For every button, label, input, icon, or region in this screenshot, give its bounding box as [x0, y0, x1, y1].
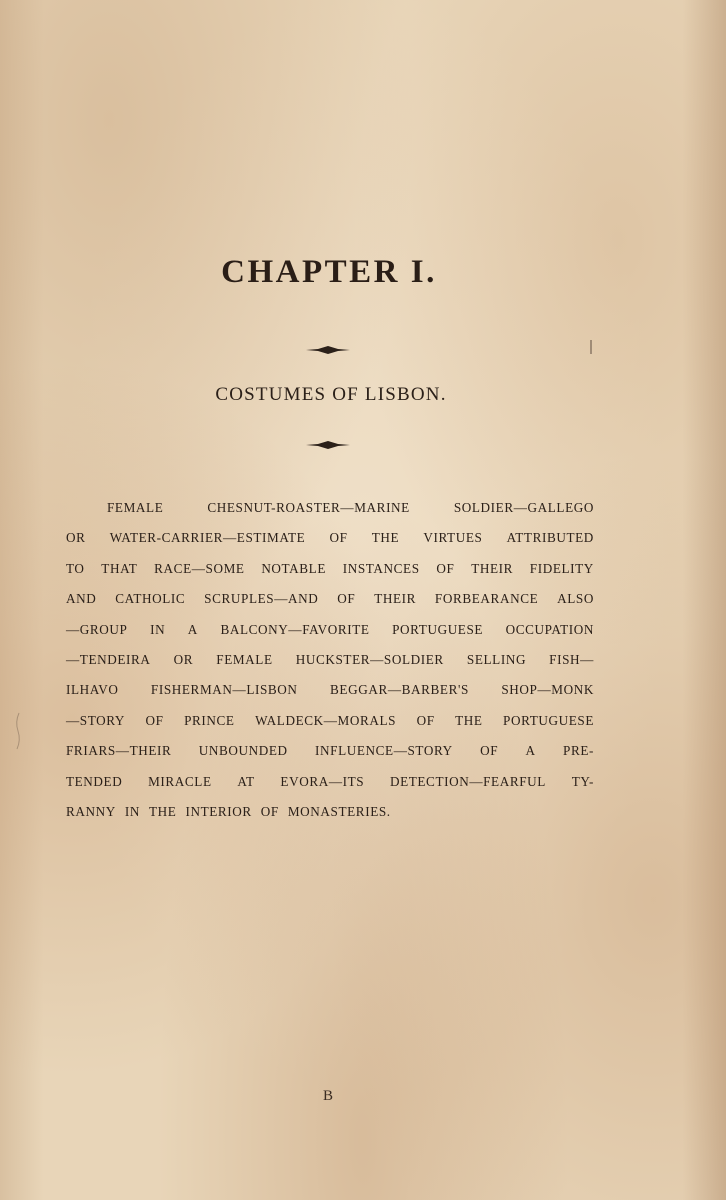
summary-word: THE — [371, 530, 400, 546]
summary-word: FEMALE — [107, 500, 164, 515]
summary-word: FRIARS—THEIR — [66, 743, 172, 759]
summary-word: ATTRIBUTED — [506, 530, 594, 546]
summary-word: OF — [436, 560, 455, 576]
summary-word: PORTUGUESE — [392, 621, 484, 637]
edge-stain-mark — [14, 712, 22, 750]
summary-word: DETECTION—FEARFUL — [389, 773, 546, 789]
summary-word: IN — [124, 803, 141, 819]
summary-word: FIDELITY — [529, 560, 594, 576]
summary-word: AND — [66, 591, 97, 607]
summary-line — [66, 797, 594, 827]
summary-word: ILHAVO — [66, 682, 119, 698]
summary-word: CATHOLIC — [115, 591, 186, 607]
summary-word: NOTABLE — [261, 560, 326, 576]
summary-word: WALDECK—MORALS — [255, 712, 397, 728]
summary-line — [66, 736, 594, 766]
summary-word: FISHERMAN—LISBON — [150, 682, 298, 698]
signature-mark: B — [322, 1088, 333, 1104]
ornament-divider-bottom — [306, 440, 350, 450]
summary-word: VIRTUES — [423, 530, 483, 546]
summary-word: BALCONY—FAVORITE — [220, 621, 370, 637]
summary-word: FISH— — [549, 651, 594, 667]
summary-word: INSTANCES — [342, 560, 420, 576]
summary-word: ALSO — [557, 591, 594, 607]
summary-word: TY- — [571, 773, 594, 789]
summary-word: RACE—SOME — [154, 560, 245, 576]
summary-word: OCCUPATION — [505, 621, 594, 637]
chapter-summary — [66, 493, 594, 827]
summary-word: OF — [480, 743, 499, 759]
chapter-title: CHAPTER I. — [221, 254, 437, 290]
summary-word: THEIR — [374, 591, 417, 607]
summary-word: WATER-CARRIER—ESTIMATE — [109, 530, 306, 546]
summary-word: FORBEARANCE — [434, 591, 539, 607]
summary-line — [66, 523, 594, 553]
summary-word: —GROUP — [66, 621, 128, 637]
summary-word: —TENDEIRA — [66, 651, 151, 667]
summary-word: RANNY — [66, 803, 116, 819]
summary-line — [66, 767, 594, 797]
summary-word: PORTUGUESE — [503, 712, 594, 728]
ornament-divider-top — [306, 345, 350, 355]
summary-word: SOLDIER—GALLEGO — [453, 500, 594, 515]
summary-word: THAT — [101, 560, 138, 576]
summary-word: PRE- — [563, 743, 594, 759]
summary-word: OF — [145, 712, 164, 728]
summary-word: THE — [149, 803, 177, 819]
summary-word: MIRACLE — [148, 773, 212, 789]
summary-word: INFLUENCE—STORY — [315, 743, 453, 759]
summary-word: OR — [66, 530, 86, 546]
summary-word: OF — [337, 591, 356, 607]
summary-line — [66, 493, 594, 523]
summary-word: EVORA—ITS — [280, 773, 365, 789]
summary-word: THE — [455, 712, 483, 728]
summary-word: UNBOUNDED — [198, 743, 288, 759]
section-title: COSTUMES OF LISBON. — [215, 384, 447, 405]
summary-word: SCRUPLES—AND — [204, 591, 319, 607]
summary-word: SHOP—MONK — [501, 682, 594, 698]
summary-word: A — [187, 621, 198, 637]
summary-line — [66, 645, 594, 675]
summary-word: IN — [150, 621, 166, 637]
summary-word: PRINCE — [184, 712, 235, 728]
summary-word: OR — [173, 651, 194, 667]
summary-line — [66, 706, 594, 736]
summary-word: FEMALE — [216, 651, 273, 667]
summary-word: TENDED — [66, 773, 123, 789]
summary-word: TO — [66, 560, 85, 576]
summary-line — [66, 584, 594, 614]
summary-word: THEIR — [471, 560, 514, 576]
summary-line — [66, 554, 594, 584]
summary-line — [66, 675, 594, 705]
summary-word: SELLING — [466, 651, 527, 667]
summary-line — [66, 615, 594, 645]
summary-word: INTERIOR — [185, 803, 252, 819]
summary-word: OF — [416, 712, 435, 728]
summary-word: MONASTERIES. — [287, 803, 391, 819]
summary-word: —STORY — [66, 712, 126, 728]
summary-word: BEGGAR—BARBER'S — [330, 682, 469, 698]
summary-word: CHESNUT-ROASTER—MARINE — [207, 500, 410, 515]
summary-word: A — [525, 743, 536, 759]
summary-word: OF — [260, 803, 279, 819]
margin-mark — [590, 340, 592, 354]
summary-word: OF — [329, 530, 348, 546]
summary-word: HUCKSTER—SOLDIER — [295, 651, 444, 667]
summary-word: AT — [237, 773, 255, 789]
